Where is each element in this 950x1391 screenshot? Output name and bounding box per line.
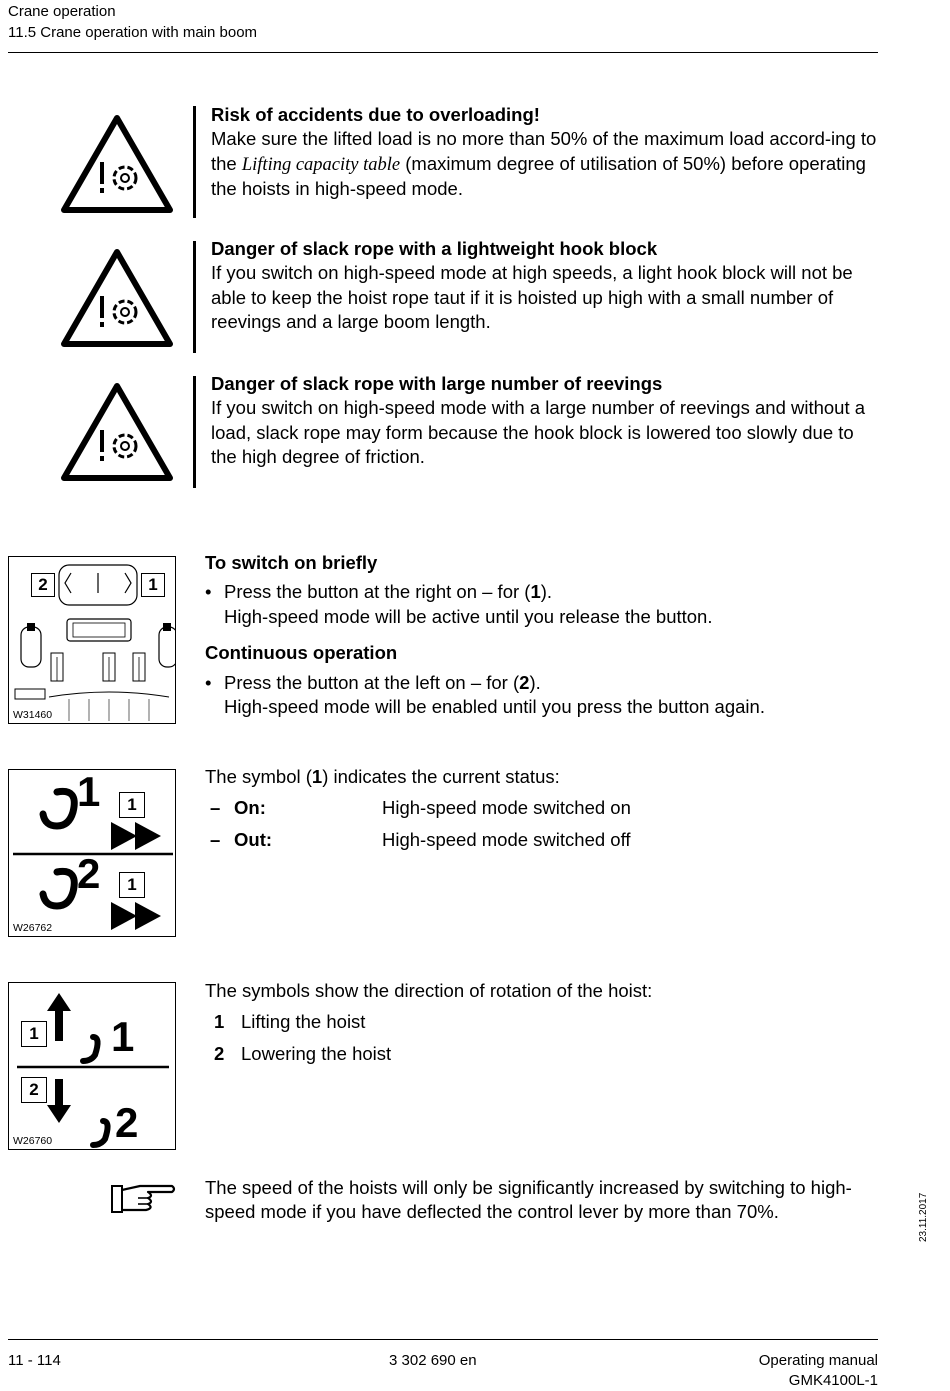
list-item xyxy=(205,1010,895,1034)
bullet: • xyxy=(205,581,212,603)
warning-overload xyxy=(211,103,883,202)
list-item xyxy=(205,580,895,629)
revision-date: 23.11.2017 xyxy=(918,1192,929,1242)
status-row xyxy=(205,796,895,820)
text: The symbol ( xyxy=(205,766,312,787)
direction-description xyxy=(205,979,895,1066)
ref-number: 2 xyxy=(519,671,530,693)
warning-triangle-icon xyxy=(60,382,174,482)
callout-1: 1 xyxy=(21,1021,47,1047)
warning-slack-reevings xyxy=(211,372,883,470)
header-section: 11.5 Crane operation with main boom xyxy=(8,24,258,41)
pointing-hand-icon xyxy=(110,1180,178,1218)
figure-code: W26760 xyxy=(13,1135,53,1147)
hook-number: 2 xyxy=(115,1099,139,1146)
figure-code: W26762 xyxy=(13,922,53,934)
list-item xyxy=(205,671,895,720)
status-row xyxy=(205,828,895,852)
dash: – xyxy=(210,797,221,819)
warning-title: Risk of accidents due to overloading! xyxy=(211,104,540,125)
direction-figure xyxy=(8,982,176,1150)
header-rule xyxy=(8,52,878,53)
text: High-speed mode will be enabled until you press the button again. xyxy=(224,696,765,718)
callout-1: 1 xyxy=(119,872,145,898)
callout-2: 2 xyxy=(31,573,55,597)
warning-triangle-icon xyxy=(60,114,174,214)
status-description xyxy=(205,765,895,852)
dash: – xyxy=(210,828,221,850)
item-text: Lifting the hoist xyxy=(241,1011,366,1033)
text: Press the button at the right on – for ( xyxy=(224,581,531,603)
hook-number: 2 xyxy=(77,850,101,897)
page-number: 11 - 114 xyxy=(8,1352,61,1369)
direction-intro: The symbols show the direction of rotation of the hoist: xyxy=(205,980,653,1001)
document-number: 3 302 690 en xyxy=(389,1352,477,1369)
ref-number: 1 xyxy=(530,581,541,603)
warning-title: Danger of slack rope with a lightweight hook block xyxy=(211,238,658,259)
warning-bar xyxy=(193,106,196,218)
note-text: The speed of the hoists will only be significantly increased by switching to high-speed mode if you have deflected the control lever by more than 70%. xyxy=(205,1177,852,1223)
status-key: On: xyxy=(234,797,266,819)
warning-text: Make sure the lifted load is no more than 50% of the maximum load accord-ing to the xyxy=(211,128,877,174)
status-value: High-speed mode switched on xyxy=(382,797,631,819)
figure-code: W31460 xyxy=(13,709,53,721)
header-chapter: Crane operation xyxy=(8,3,116,20)
brief-heading: To switch on briefly xyxy=(205,552,378,573)
text: ). xyxy=(540,581,553,603)
warning-text: If you switch on high-speed mode with a large number of reevings and without a load, slack rope may form because the hook block is lowered too slowly due to the high degree of friction. xyxy=(211,397,866,468)
status-key: Out: xyxy=(234,828,273,850)
continuous-heading: Continuous operation xyxy=(205,642,398,664)
warning-bar xyxy=(193,376,196,488)
text: ) indicates the current status: xyxy=(322,766,560,787)
lifting-capacity-ref: Lifting capacity table xyxy=(241,154,401,175)
status-value: High-speed mode switched off xyxy=(382,828,631,850)
hook-number: 1 xyxy=(111,1013,135,1060)
item-number: 2 xyxy=(214,1042,225,1064)
status-intro xyxy=(205,765,895,789)
callout-1: 1 xyxy=(141,573,165,597)
manual-title xyxy=(759,1351,878,1391)
hook-number: 1 xyxy=(77,769,101,815)
callout-1: 1 xyxy=(119,792,145,818)
warning-title: Danger of slack rope with large number of reevings xyxy=(211,373,663,394)
footer-rule xyxy=(8,1339,878,1340)
warning-text: If you switch on high-speed mode at high speeds, a light hook block will not be able to keep the hoist rope taut if it is hoisted up high with a small number of reevings and a large boom length. xyxy=(211,262,853,333)
warning-slack-light xyxy=(211,237,883,335)
warning-bar xyxy=(193,241,196,353)
control-panel-figure xyxy=(8,556,176,724)
callout-2: 2 xyxy=(21,1077,47,1103)
list-item xyxy=(205,1042,895,1066)
text: ). xyxy=(529,671,541,693)
bullet: • xyxy=(205,671,212,693)
manual-model: GMK4100L-1 xyxy=(788,1372,878,1389)
warning-triangle-icon xyxy=(60,248,174,348)
manual-line: Operating manual xyxy=(758,1352,878,1369)
item-number: 1 xyxy=(214,1011,225,1033)
ref-number: 1 xyxy=(311,766,323,787)
item-text: Lowering the hoist xyxy=(241,1042,392,1064)
warning-text: (maximum degree of utilisation of 50%) before operating the hoists in high-speed mode. xyxy=(211,152,866,200)
text: Press the button at the left on – for ( xyxy=(224,671,520,693)
text: High-speed mode will be active until you release the button. xyxy=(224,605,713,627)
switch-instructions xyxy=(205,551,895,719)
status-symbol-figure xyxy=(8,769,176,937)
